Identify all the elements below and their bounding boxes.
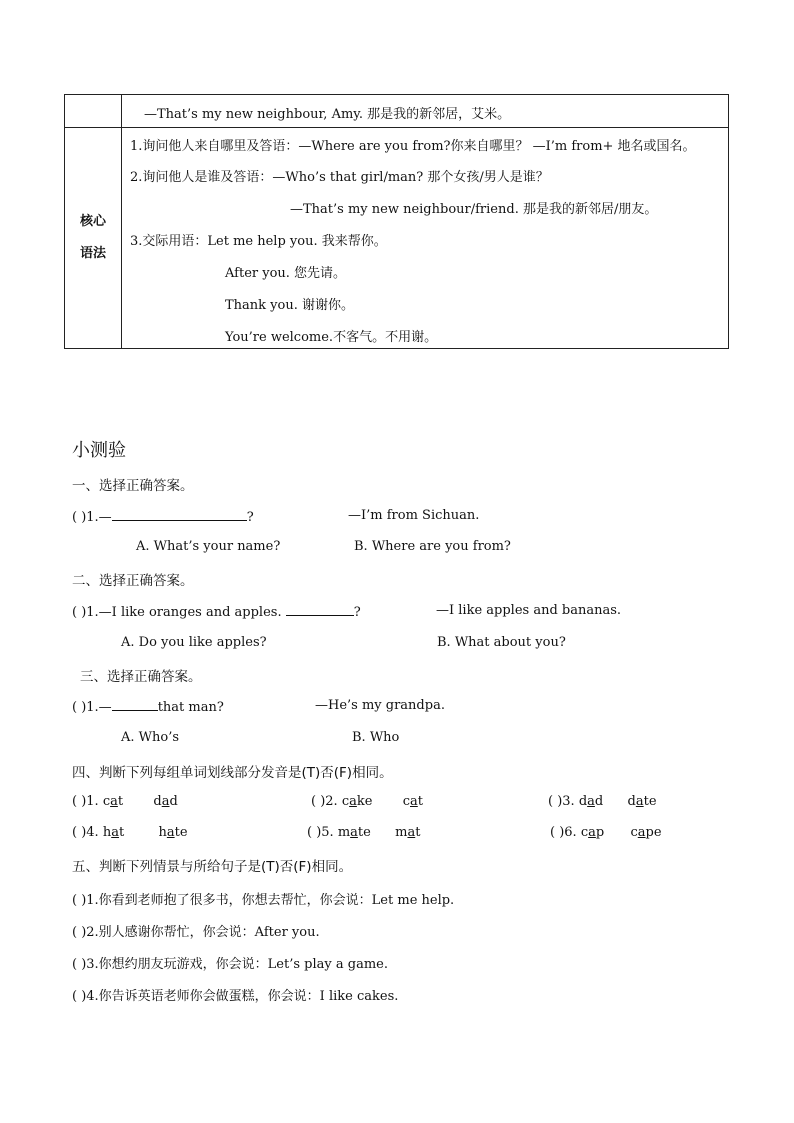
s4-word-1: mate: [337, 825, 371, 840]
s4-word-2: mat: [395, 825, 421, 840]
s4-word-2: cat: [402, 794, 424, 809]
grammar-content-cell: [122, 128, 729, 349]
s1-question-mark: ?: [246, 510, 254, 525]
empty-label-cell: [65, 95, 122, 128]
s4-item-5: [307, 825, 420, 840]
s3-question: [72, 698, 224, 715]
core-label-line-1: 核心: [79, 214, 106, 229]
s2-option-a: A. Do you like apples?: [121, 635, 267, 650]
s4-item-2: [311, 794, 423, 809]
quiz-title: 小测验: [72, 440, 126, 461]
s2-question-mark: ?: [353, 605, 361, 620]
core-grammar-label-cell: [65, 128, 122, 349]
s1-question-paren: ( )1.—: [72, 510, 112, 525]
section-1-heading: 一、选择正确答案。: [72, 478, 194, 494]
table-row: [65, 128, 729, 349]
section-4-heading: 四、判断下列每组单词划线部分发音是(T)否(F)相同。: [72, 765, 393, 781]
s4-item-paren: ( )6.: [550, 825, 577, 840]
grammar-line-7: You’re welcome.不客气。不用谢。: [225, 330, 438, 345]
s4-word-1: dad: [578, 794, 604, 809]
s4-word-1: cap: [580, 825, 605, 840]
grammar-line-2: 2.询问他人是谁及答语：—Who’s that girl/man? 那个女孩/男人是谁？: [130, 170, 549, 185]
grammar-table: [64, 94, 729, 349]
section-2-heading: 二、选择正确答案。: [72, 573, 194, 589]
s3-question-paren: ( )1.—: [72, 700, 112, 715]
s1-answer-blank[interactable]: [112, 508, 247, 521]
s4-word-1: cake: [341, 794, 373, 809]
s4-item-paren: ( )4.: [72, 825, 99, 840]
grammar-line-5: After you. 您先请。: [225, 266, 347, 281]
s4-item-paren: ( )2.: [311, 794, 338, 809]
s4-item-6: [550, 825, 662, 840]
s1-option-b: B. Where are you from?: [354, 539, 511, 554]
table-row: [65, 95, 729, 128]
s2-option-b: B. What about you?: [437, 635, 566, 650]
section-5-heading: 五、判断下列情景与所给句子是(T)否(F)相同。: [72, 859, 353, 875]
s4-word-2: date: [627, 794, 657, 809]
core-label-line-2: 语法: [79, 246, 106, 261]
s4-word-2: hate: [158, 825, 188, 840]
s1-answer: —I’m from Sichuan.: [348, 508, 480, 523]
s5-item-3: ( )3.你想约朋友玩游戏，你会说：Let’s play a game.: [72, 957, 388, 972]
s3-option-b: B. Who: [352, 730, 400, 745]
s4-word-2: cape: [630, 825, 662, 840]
s2-answer-blank[interactable]: [286, 603, 354, 616]
s4-word-1: hat: [102, 825, 125, 840]
s4-item-paren: ( )1.: [72, 794, 99, 809]
s5-item-1: ( )1.你看到老师抱了很多书，你想去帮忙，你会说：Let me help.: [72, 893, 455, 908]
s3-answer: —He’s my grandpa.: [315, 698, 445, 713]
s2-question-text: ( )1.—I like oranges and apples.: [72, 605, 282, 620]
s4-item-paren: ( )3.: [548, 794, 575, 809]
s4-word-2: dad: [153, 794, 178, 809]
grammar-line-1: 1.询问他人来自哪里及答语：—Where are you from?你来自哪里？ —I’m from+ 地名或国名。: [130, 139, 696, 154]
s4-word-1: cat: [102, 794, 124, 809]
s2-question: [72, 603, 361, 620]
dialogue-cell: [122, 95, 729, 128]
s2-answer: —I like apples and bananas.: [436, 603, 622, 618]
s4-item-4: [72, 825, 188, 840]
section-3-heading: 三、选择正确答案。: [80, 669, 202, 685]
dialogue-line: —That’s my new neighbour, Amy. 那是我的新邻居，艾米。: [144, 107, 511, 122]
s1-question: [72, 508, 254, 525]
s4-item-3: [548, 794, 657, 809]
s5-item-2: ( )2.别人感谢你帮忙，你会说：After you.: [72, 925, 320, 940]
s3-answer-blank[interactable]: [112, 698, 158, 711]
s4-item-1: [72, 794, 178, 809]
s3-option-a: A. Who’s: [121, 730, 180, 745]
s1-option-a: A. What’s your name?: [136, 539, 281, 554]
s4-item-paren: ( )5.: [307, 825, 334, 840]
grammar-line-6: Thank you. 谢谢你。: [225, 298, 354, 313]
grammar-line-3: —That’s my new neighbour/friend. 那是我的新邻居/朋友。: [290, 202, 658, 217]
s3-question-rest: that man?: [157, 700, 224, 715]
s5-item-4: ( )4.你告诉英语老师你会做蛋糕，你会说：I like cakes.: [72, 989, 399, 1004]
grammar-line-4: 3.交际用语：Let me help you. 我来帮你。: [130, 234, 387, 249]
